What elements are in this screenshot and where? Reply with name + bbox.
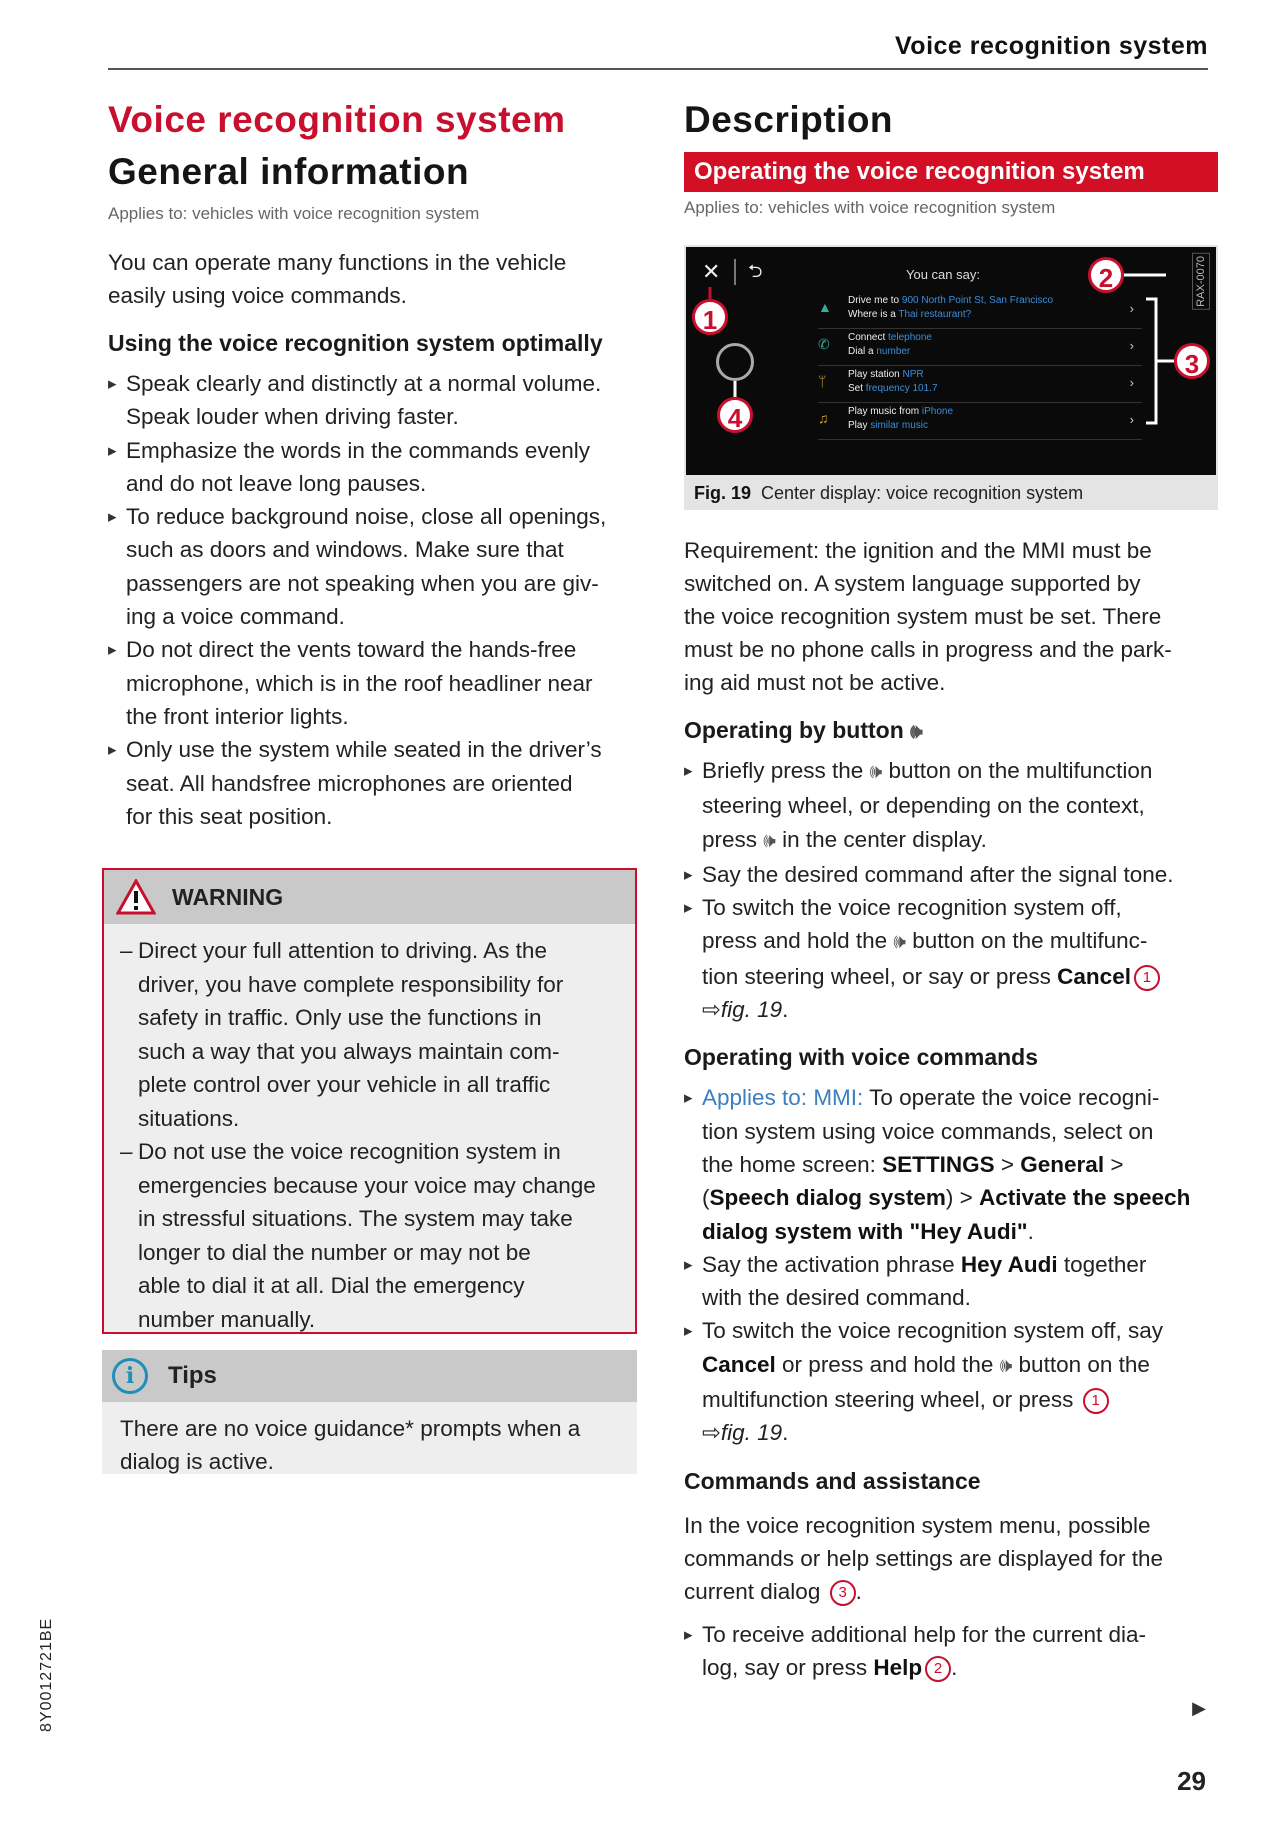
optimal-heading: Using the voice recognition system optimally xyxy=(108,330,603,356)
radio-icon: ᛘ xyxy=(818,373,827,389)
chevron-right-icon: › xyxy=(1129,301,1134,316)
callout-2: 2 xyxy=(1088,257,1124,293)
callout-ref-3: 3 xyxy=(830,1580,856,1606)
navigation-icon: ▲ xyxy=(818,299,832,315)
intro-paragraph: You can operate many functions in the vehicle easily using voice commands. xyxy=(108,250,567,308)
right-body xyxy=(684,534,1218,1684)
command-row: ᛘ Play station NPR Set frequency 101.7 › xyxy=(818,365,1142,403)
phone-icon: ✆ xyxy=(818,336,830,352)
back-icon: ⮌ xyxy=(748,261,763,281)
commands-heading: Commands and assistance xyxy=(684,1467,981,1494)
warning-box xyxy=(102,868,637,1334)
list-item: ▸ Briefly press the 🕪 button on the multifunction steering wheel, or depending on the context, press 🕪 in the center display. xyxy=(684,754,1218,858)
list-item: ▸ To switch the voice recognition system off, press and hold the 🕪 button on the multifunc- tion steering wheel, or say or press Cancel 1 ⇨fig. 19. xyxy=(684,891,1218,1026)
list-item: ▸ Only use the system while seated in the driver’s seat. All handsfree microphones are oriented for this seat position. xyxy=(108,733,640,833)
warning-item: – Do not use the voice recognition system in emergencies because your voice may change in stressful situations. The system may take longer to dial the number or may not be able to dial it at all. Dial the emergency number manually. xyxy=(120,1135,619,1336)
voice-list xyxy=(684,1081,1218,1449)
list-item: ▸ To reduce background noise, close all openings, such as doors and windows. Make sure that passengers are not speaking when you are giv- ing a voice command. xyxy=(108,500,640,633)
help-list xyxy=(684,1618,1218,1685)
voice-button-icon: 🕪 xyxy=(910,721,923,743)
list-item: ▸ Do not direct the vents toward the hands-free microphone, which is in the roof headliner near the front interior lights. xyxy=(108,633,640,733)
list-item: ▸ Emphasize the words in the commands evenly and do not leave long pauses. xyxy=(108,434,640,501)
voice-button-icon: 🕪 xyxy=(893,931,906,954)
voice-button-icon: 🕪 xyxy=(999,1354,1013,1377)
warning-header xyxy=(104,870,635,924)
callout-4: 4 xyxy=(717,397,753,433)
screen-title: You can say: xyxy=(906,267,980,282)
left-column xyxy=(108,94,640,833)
tips-body: There are no voice guidance* prompts when a dialog is active. xyxy=(120,1416,581,1474)
info-icon: i xyxy=(112,1358,148,1394)
commands-paragraph: In the voice recognition system menu, possible commands or help settings are displayed for the current dialog 3 . xyxy=(684,1509,1218,1608)
figure-caption: Fig. 19 Center display: voice recognition system xyxy=(694,483,1084,503)
callout-ref-1: 1 xyxy=(1134,965,1160,991)
button-list xyxy=(684,754,1218,1026)
warning-body xyxy=(104,924,635,1336)
callout-lines xyxy=(686,247,1216,475)
document-code: 8Y0012721BE xyxy=(38,1617,55,1732)
callout-ref-2: 2 xyxy=(925,1656,951,1682)
chapter-title: Voice recognition system xyxy=(108,99,566,140)
running-header: Voice recognition system xyxy=(894,32,1208,60)
continue-arrow-icon: ▶ xyxy=(1192,1698,1206,1718)
voice-button-icon: 🕪 xyxy=(763,829,776,852)
chevron-right-icon: › xyxy=(1129,338,1134,353)
figure-code: RAX-0070 xyxy=(1192,253,1210,310)
chevron-right-icon: › xyxy=(1129,412,1134,427)
command-row: ▲ Drive me to 900 North Point St, San Francisco Where is a Thai restaurant? › xyxy=(818,291,1142,329)
warning-item: – Direct your full attention to driving. As the driver, you have complete responsibility for safety in traffic. Only use the functions in such a way that you always maintain com- plete control over your vehicle in all traffic situations. xyxy=(120,934,619,1135)
list-item: ▸ Speak clearly and distinctly at a normal volume. Speak louder when driving faster. xyxy=(108,367,640,434)
callout-3: 3 xyxy=(1174,343,1210,379)
description-title: Description xyxy=(684,99,894,140)
tips-label: Tips xyxy=(168,1362,217,1389)
warning-triangle-icon xyxy=(116,879,156,915)
voice-button-icon: 🕪 xyxy=(869,761,883,783)
center-display-screenshot xyxy=(686,247,1216,475)
callout-1: 1 xyxy=(692,299,728,335)
list-item: ▸ To switch the voice recognition system off, say Cancel or press and hold the 🕪 button on the multifunction steering wheel, or press 1 ⇨fig. 19. xyxy=(684,1314,1218,1449)
chevron-right-icon: › xyxy=(1129,375,1134,390)
tips-box xyxy=(102,1350,637,1474)
section-bar: Operating the voice recognition system xyxy=(684,152,1218,192)
applies-note: Applies to: vehicles with voice recognition system xyxy=(684,198,1056,217)
command-row: ♫ Play music from iPhone Play similar music › xyxy=(818,402,1142,440)
button-heading: Operating by button 🕪 xyxy=(684,717,923,743)
applies-note: Applies to: vehicles with voice recognition system xyxy=(108,204,480,223)
section-title: General information xyxy=(108,151,470,192)
figure-19 xyxy=(684,245,1218,510)
voice-heading: Operating with voice commands xyxy=(684,1044,1039,1071)
warning-label: WARNING xyxy=(172,883,284,910)
page-number: 29 xyxy=(1177,1766,1206,1796)
list-item: ▸ Applies to: MMI: To operate the voice recogni- tion system using voice commands, select on the home screen: SETTINGS > General > (Speech dialog system) > Activate the speech dialog system with "Hey Audi". xyxy=(684,1081,1218,1247)
optimal-list xyxy=(108,367,640,833)
list-item: ▸ Say the desired command after the signal tone. xyxy=(684,858,1218,891)
list-item: ▸ To receive additional help for the current dia- log, say or press Help 2 . xyxy=(684,1618,1218,1685)
tips-header xyxy=(102,1350,637,1402)
command-row: ✆ Connect telephone Dial a number › xyxy=(818,328,1142,366)
requirement-paragraph: Requirement: the ignition and the MMI must be switched on. A system language supported by the voice recognition system must be set. There must be no phone calls in progress and the park- ing aid must not be active. xyxy=(684,538,1172,695)
music-icon: ♫ xyxy=(818,410,829,426)
header-rule xyxy=(108,68,1208,70)
callout-ref-1: 1 xyxy=(1083,1388,1109,1414)
close-icon: ✕ xyxy=(702,259,721,284)
list-item: ▸ Say the activation phrase Hey Audi together with the desired command. xyxy=(684,1248,1218,1315)
right-column xyxy=(684,94,1218,218)
